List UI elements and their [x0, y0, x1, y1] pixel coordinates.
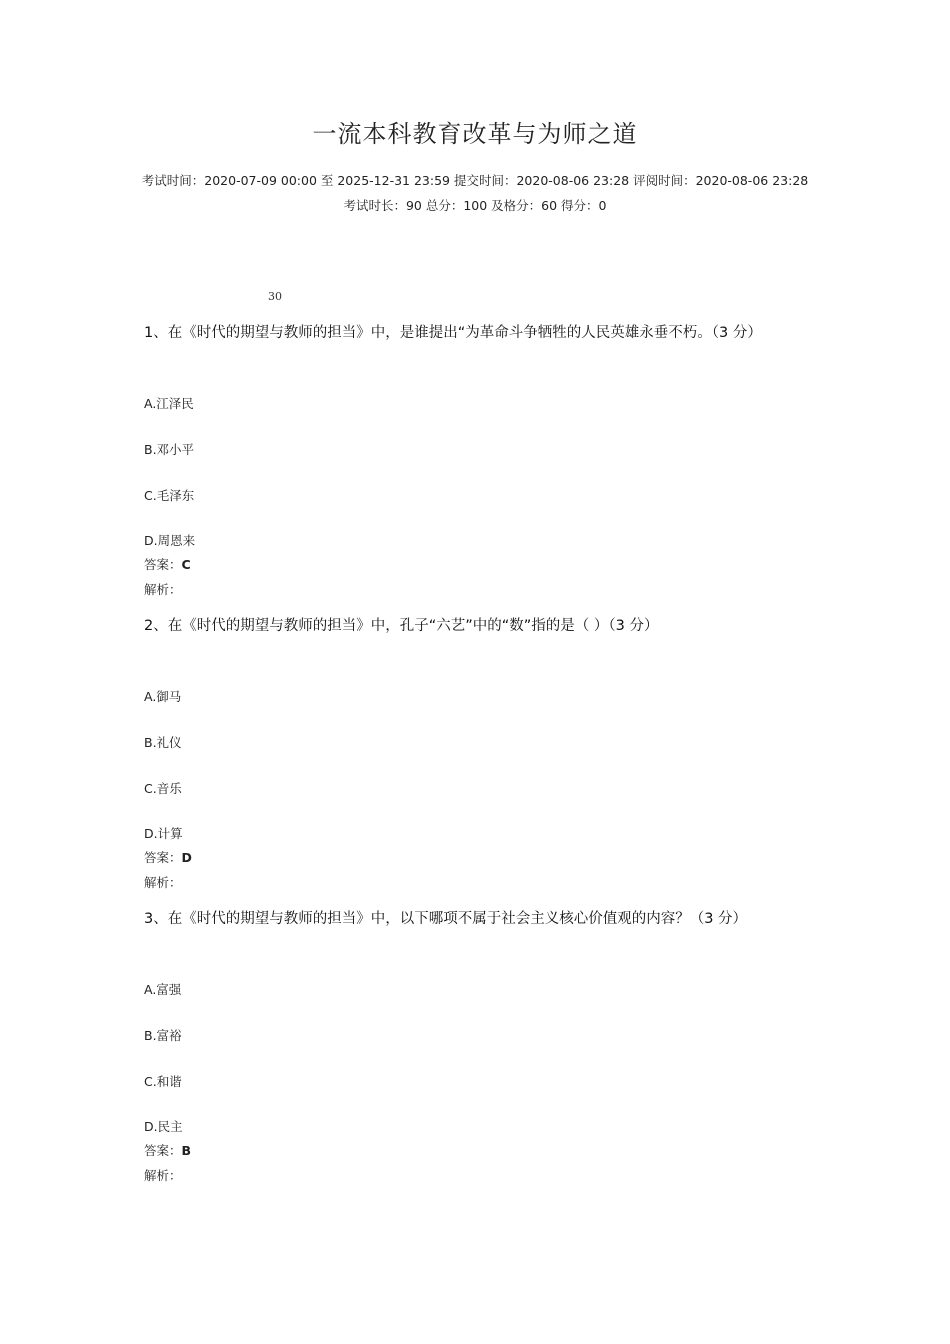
answer-label: 答案：: [144, 557, 182, 572]
question-2-text: 2、在《时代的期望与教师的担当》中，孔子“六艺”中的“数”指的是（ ）（3 分）: [144, 618, 659, 634]
question-2-option-a: A.御马: [144, 689, 182, 704]
question-3-answer: [144, 1141, 191, 1159]
question-3-option-d: D.民主: [144, 1119, 183, 1134]
explanation-label: 解析：: [144, 582, 182, 597]
explanation-label: 解析：: [144, 1168, 182, 1183]
question-1-option-a: A.江泽民: [144, 396, 194, 411]
question-2-option-d: D.计算: [144, 826, 183, 841]
question-3-text: 3、在《时代的期望与教师的担当》中，以下哪项不属于社会主义核心价值观的内容？（3 分）: [144, 911, 748, 927]
question-2-answer: [144, 848, 192, 866]
document-title: 一流本科教育改革与为师之道: [312, 120, 638, 148]
answer-label: 答案：: [144, 1143, 182, 1158]
question-3-option-a: A.富强: [144, 982, 182, 997]
question-3-option-b: B.富裕: [144, 1028, 182, 1043]
answer-value: C: [181, 557, 191, 572]
answer-value: B: [181, 1143, 192, 1158]
exam-time-info: 考试时间：2020-07-09 00:00 至 2025-12-31 23:59 提交时间：2020-08-06 23:28 评阅时间：2020-08-06 23:28: [141, 173, 809, 188]
question-1-answer: [144, 555, 191, 573]
explanation-label: 解析：: [144, 875, 182, 890]
question-3-option-c: C.和谐: [144, 1074, 182, 1089]
answer-value: D: [181, 850, 192, 865]
exam-score-info: 考试时长：90 总分：100 及格分：60 得分：0: [343, 198, 607, 213]
question-2-explanation: [144, 873, 182, 891]
question-2-option-b: B.礼仪: [144, 735, 182, 750]
section-score: 30: [268, 290, 282, 303]
question-1-option-d: D.周恩来: [144, 533, 196, 548]
answer-label: 答案：: [144, 850, 182, 865]
question-1-text: 1、在《时代的期望与教师的担当》中，是谁提出“为革命斗争牺牲的人民英雄永垂不朽。（3 分）: [144, 325, 762, 341]
question-2-option-c: C.音乐: [144, 781, 182, 796]
question-1-option-c: C.毛泽东: [144, 488, 195, 503]
question-3-explanation: [144, 1166, 182, 1184]
question-1-option-b: B.邓小平: [144, 442, 195, 457]
question-1-explanation: [144, 580, 182, 598]
